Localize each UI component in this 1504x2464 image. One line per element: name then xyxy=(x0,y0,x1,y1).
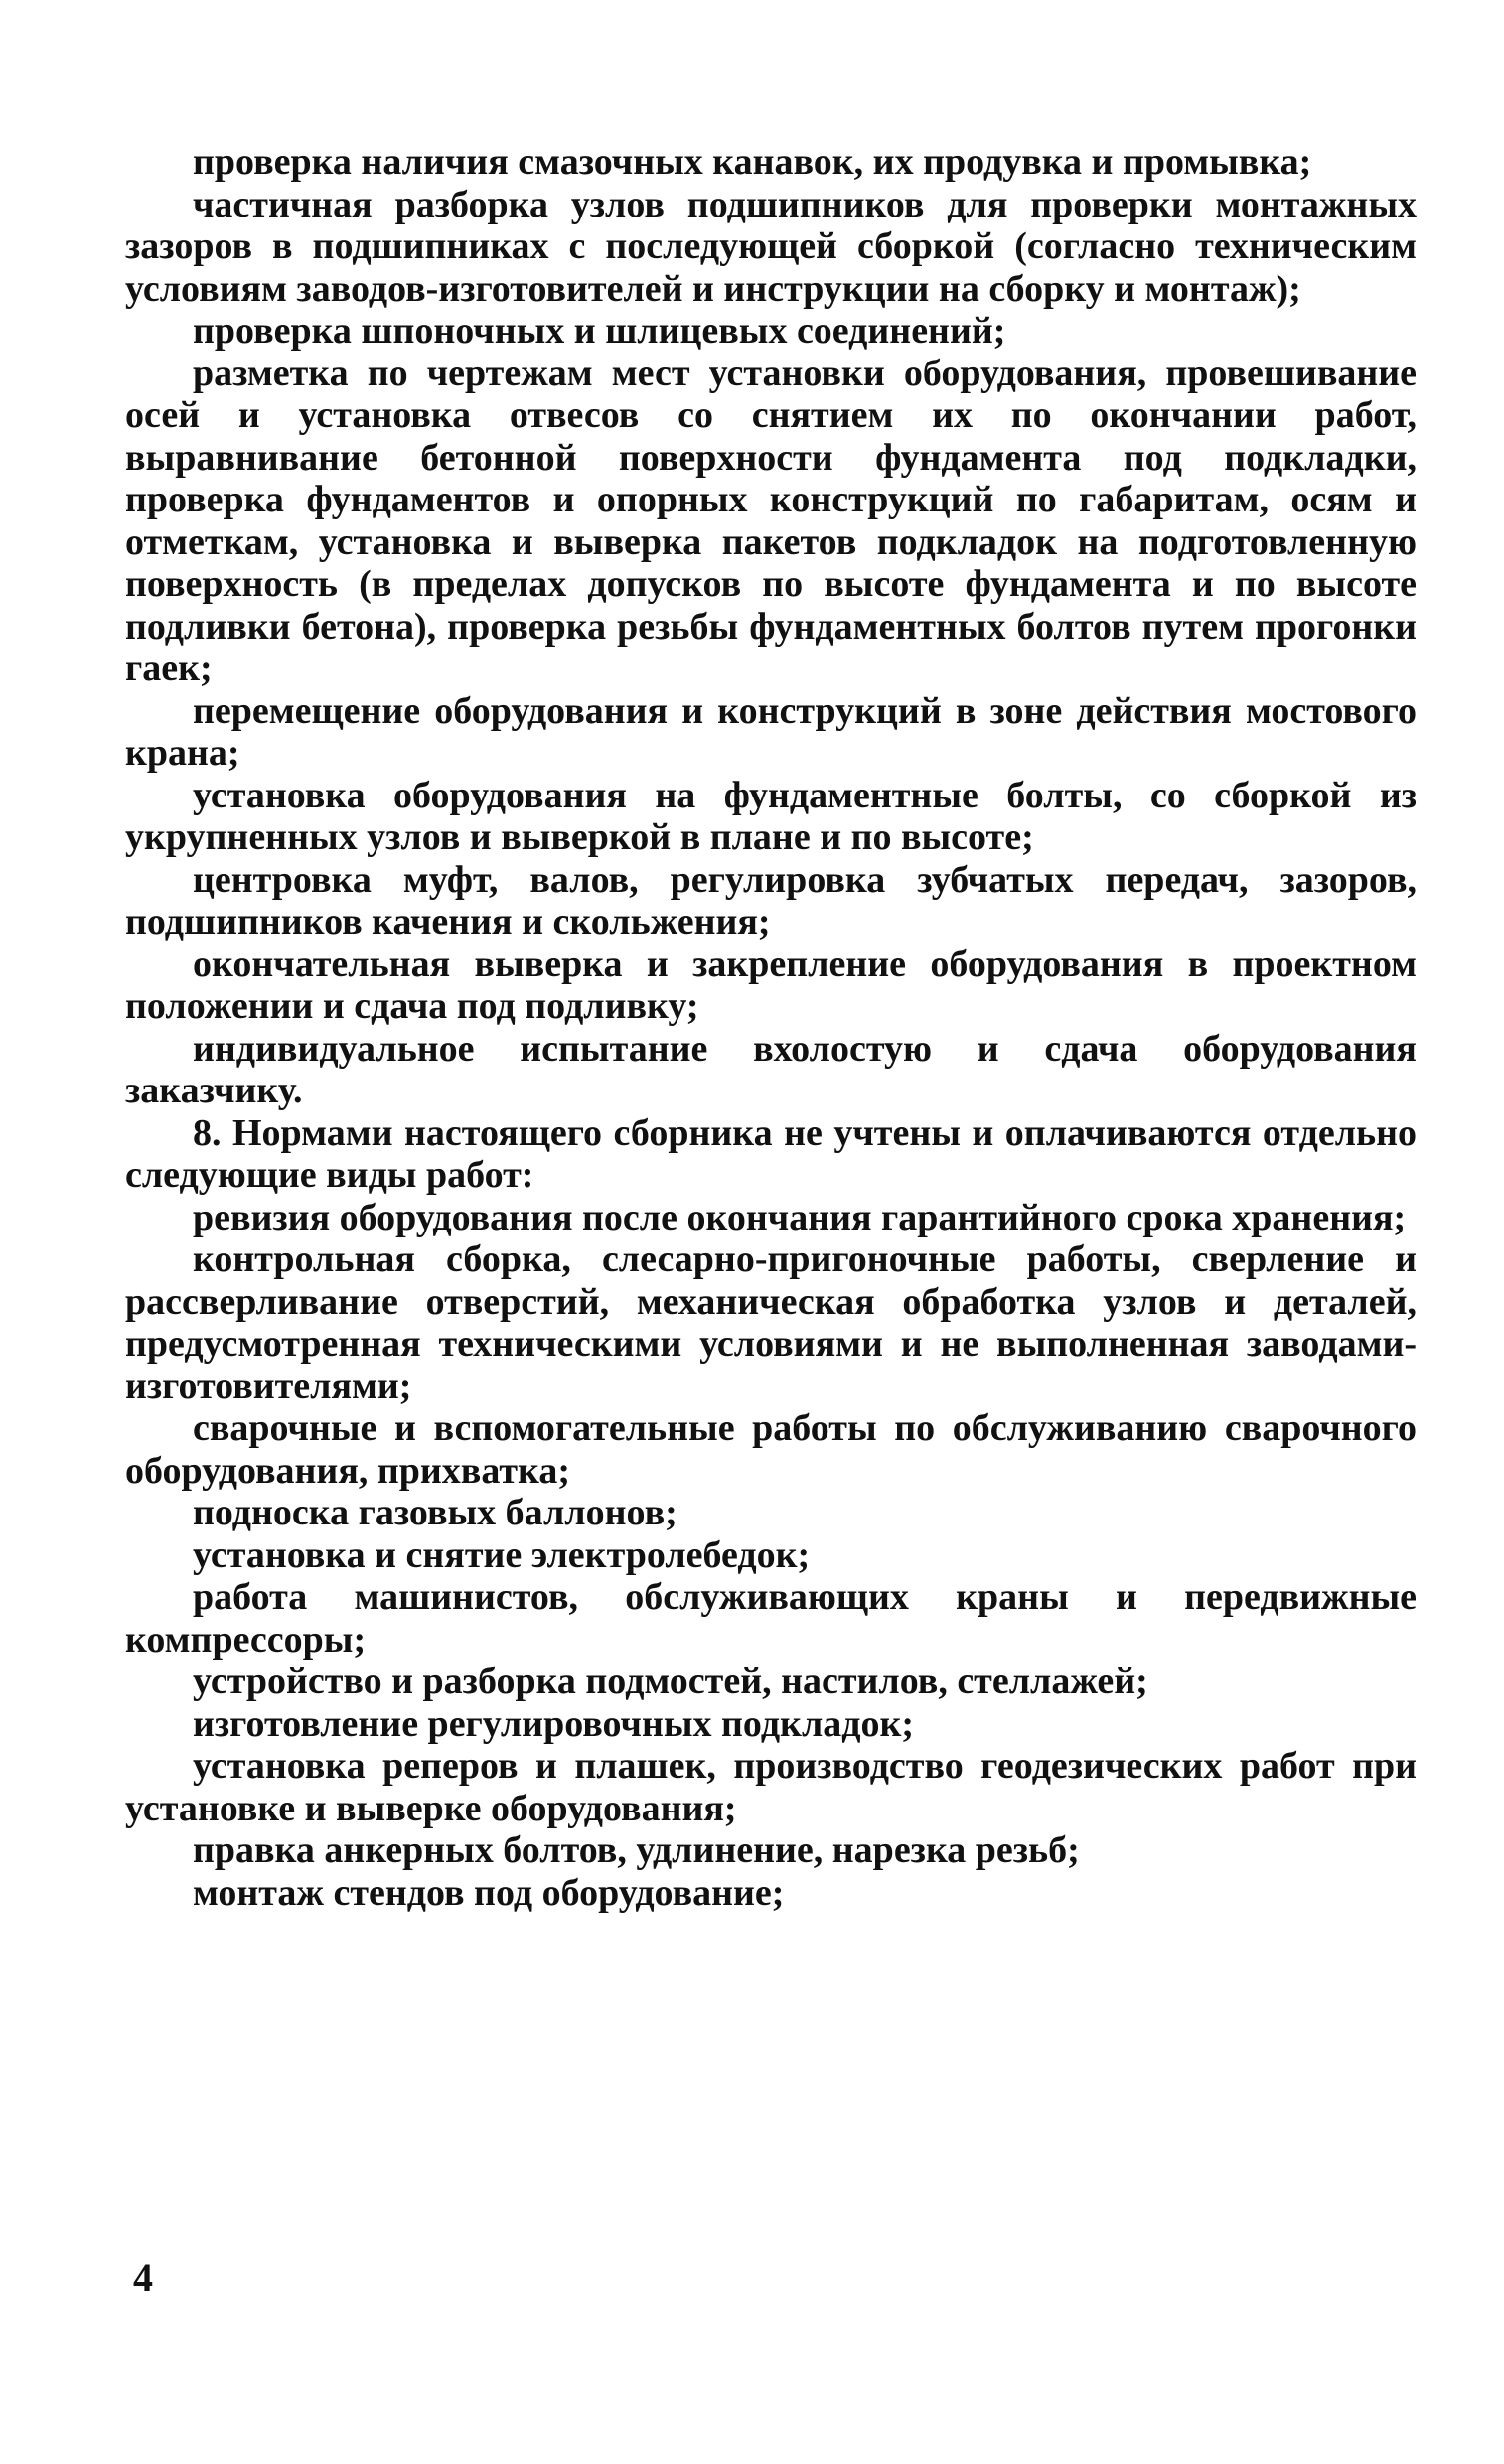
paragraph: перемещение оборудования и конструкций в зоне действия мостового крана; xyxy=(125,689,1417,774)
paragraph: окончательная выверка и закрепление оборудования в проектном положении и сдача под подливку; xyxy=(125,942,1417,1027)
document-body xyxy=(125,141,1417,1914)
paragraph: сварочные и вспомогательные работы по обслуживанию сварочного оборудования, прихватка; xyxy=(125,1407,1417,1492)
paragraph: правка анкерных болтов, удлинение, нарезка резьб; xyxy=(193,1829,1080,1871)
paragraph: работа машинистов, обслуживающих краны и передвижные компрессоры; xyxy=(125,1576,1417,1661)
paragraph: устройство и разборка подмостей, настилов, стеллажей; xyxy=(193,1661,1148,1702)
paragraph: индивидуальное испытание вхолостую и сдача оборудования заказчику. xyxy=(125,1027,1417,1111)
paragraph: частичная разборка узлов подшипников для проверки монтажных зазоров в подшипниках с последующей сборкой (согласно техническим условиям заводов-изготовителей и инструкции на сборку и монтаж); xyxy=(125,183,1417,310)
section-8-heading-paragraph: 8. Нормами настоящего сборника не учтены и оплачиваются отдельно следующие виды работ: xyxy=(125,1111,1417,1196)
paragraph: проверка наличия смазочных канавок, их продувка и промывка; xyxy=(193,141,1312,183)
page-number: 4 xyxy=(133,2255,153,2300)
paragraph: ревизия оборудования после окончания гарантийного срока хранения; xyxy=(193,1196,1407,1238)
paragraph: монтаж стендов под оборудование; xyxy=(193,1871,785,1914)
paragraph: установка реперов и плашек, производство геодезических работ при установке и выверке оборудования; xyxy=(125,1745,1417,1829)
paragraph: изготовление регулировочных подкладок; xyxy=(193,1702,915,1745)
paragraph: установка оборудования на фундаментные болты, со сборкой из укрупненных узлов и выверкой в плане и по высоте; xyxy=(125,774,1417,858)
paragraph: подноска газовых баллонов; xyxy=(193,1492,677,1533)
paragraph: центровка муфт, валов, регулировка зубчатых передач, зазоров, подшипников качения и скольжения; xyxy=(125,858,1417,942)
paragraph: проверка шпоночных и шлицевых соединений; xyxy=(193,310,1006,352)
paragraph: разметка по чертежам мест установки оборудования, провешивание осей и установка отвесов со снятием их по окончании работ, выравнивание бетонной поверхности фундамента под подкладки, проверка фундаментов и опорных конструкций по габаритам, осям и отметкам, установка и выверка пакетов подкладок на подготовленную поверхность (в пределах допусков по высоте фундамента и по высоте подливки бетона), проверка резьбы фундаментных болтов путем прогонки гаек; xyxy=(125,352,1417,689)
paragraph: установка и снятие электролебедок; xyxy=(193,1533,811,1576)
paragraph: контрольная сборка, слесарно-пригоночные работы, сверление и рассверливание отверстий, механическая обработка узлов и деталей, предусмотренная техническими условиями и не выполненная заводами-изготовителями; xyxy=(125,1238,1417,1407)
